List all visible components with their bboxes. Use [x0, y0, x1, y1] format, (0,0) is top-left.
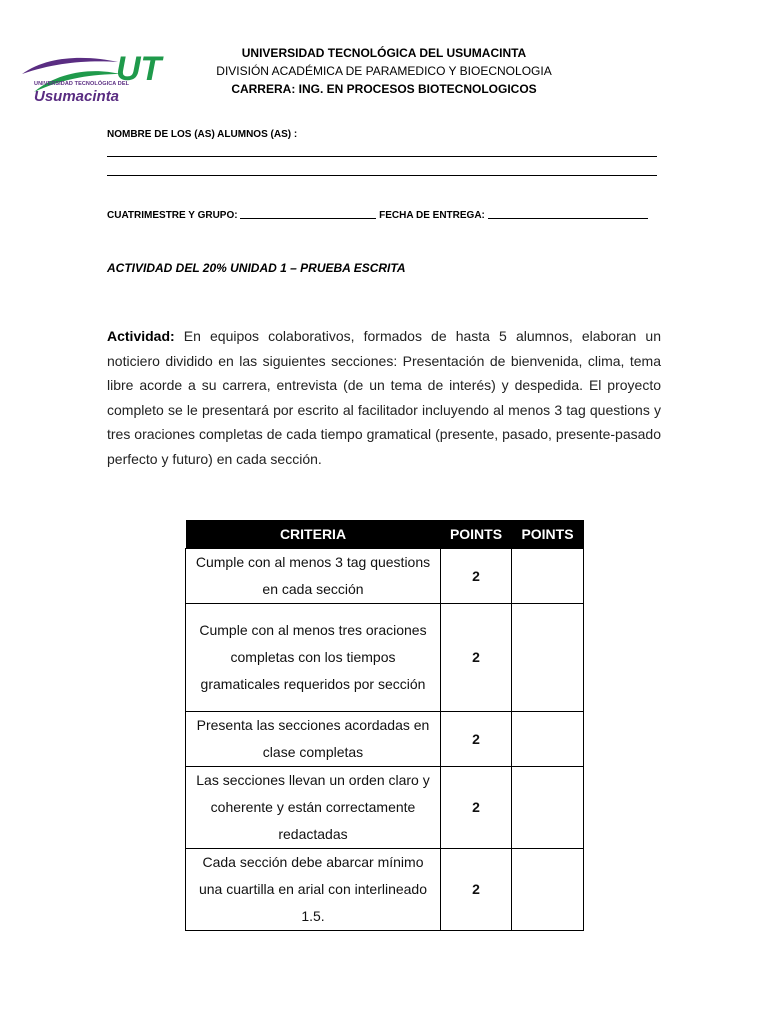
- points-cell: 2: [441, 712, 512, 767]
- activity-paragraph: [107, 324, 661, 472]
- score-cell[interactable]: [512, 604, 584, 712]
- score-cell[interactable]: [512, 767, 584, 849]
- activity-text: En equipos colaborativos, formados de hasta 5 alumnos, elaboran un noticiero dividido en las siguientes secciones: Presentación de bienvenida, clima, tema libre acorde a su carrera, entrevista (de un tema de interés) y despedida. El proyecto completo se le presentará por escrito al facilitador incluyendo al menos 3 tag questions y tres oraciones completas de cada tiempo gramatical (presente, pasado, presente-pasado perfecto y futuro) en cada sección.: [107, 328, 661, 467]
- students-line-2[interactable]: [107, 175, 657, 176]
- logo-small-text: UNIVERSIDAD TECNOLÓGICA DEL: [34, 81, 130, 87]
- table-row: [186, 604, 584, 712]
- score-cell[interactable]: [512, 549, 584, 604]
- header-points: POINTS: [441, 520, 512, 549]
- table-row: [186, 549, 584, 604]
- activity-title: ACTIVIDAD DEL 20% UNIDAD 1 – PRUEBA ESCRITA: [107, 261, 406, 275]
- logo-mark: UT: [116, 50, 162, 88]
- criteria-cell: Cumple con al menos 3 tag questions en cada sección: [186, 549, 441, 604]
- term-date-row: [107, 208, 648, 221]
- rubric-table: [185, 520, 584, 931]
- university-name: UNIVERSIDAD TECNOLÓGICA DEL USUMACINTA: [241, 46, 527, 60]
- students-label: NOMBRE DE LOS (AS) ALUMNOS (AS) :: [107, 129, 298, 140]
- points-cell: 2: [441, 767, 512, 849]
- date-blank[interactable]: [488, 208, 648, 219]
- term-label: CUATRIMESTRE Y GRUPO:: [107, 210, 238, 221]
- students-line-1[interactable]: [107, 156, 657, 157]
- term-blank[interactable]: [240, 208, 376, 219]
- activity-label: Actividad:: [107, 328, 175, 344]
- header-criteria: CRITERIA: [186, 520, 441, 549]
- date-label: FECHA DE ENTREGA:: [379, 210, 485, 221]
- table-row: [186, 767, 584, 849]
- header-points-earned: POINTS: [512, 520, 584, 549]
- career-name: CARRERA: ING. EN PROCESOS BIOTECNOLOGICOS: [231, 82, 537, 96]
- logo-name: Usumacinta: [34, 88, 120, 105]
- criteria-cell: Presenta las secciones acordadas en clase completas: [186, 712, 441, 767]
- score-cell[interactable]: [512, 712, 584, 767]
- points-cell: 2: [441, 849, 512, 931]
- rubric-header-row: [186, 520, 584, 549]
- criteria-cell: Las secciones llevan un orden claro y coherente y están correctamente redactadas: [186, 767, 441, 849]
- table-row: [186, 712, 584, 767]
- criteria-cell: Cumple con al menos tres oraciones completas con los tiempos gramaticales requeridos por sección: [186, 604, 441, 712]
- points-cell: 2: [441, 604, 512, 712]
- score-cell[interactable]: [512, 849, 584, 931]
- criteria-cell: Cada sección debe abarcar mínimo una cuartilla en arial con interlineado 1.5.: [186, 849, 441, 931]
- table-row: [186, 849, 584, 931]
- points-cell: 2: [441, 549, 512, 604]
- division-name: DIVISIÓN ACADÉMICA DE PARAMEDICO Y BIOECNOLOGIA: [216, 64, 552, 78]
